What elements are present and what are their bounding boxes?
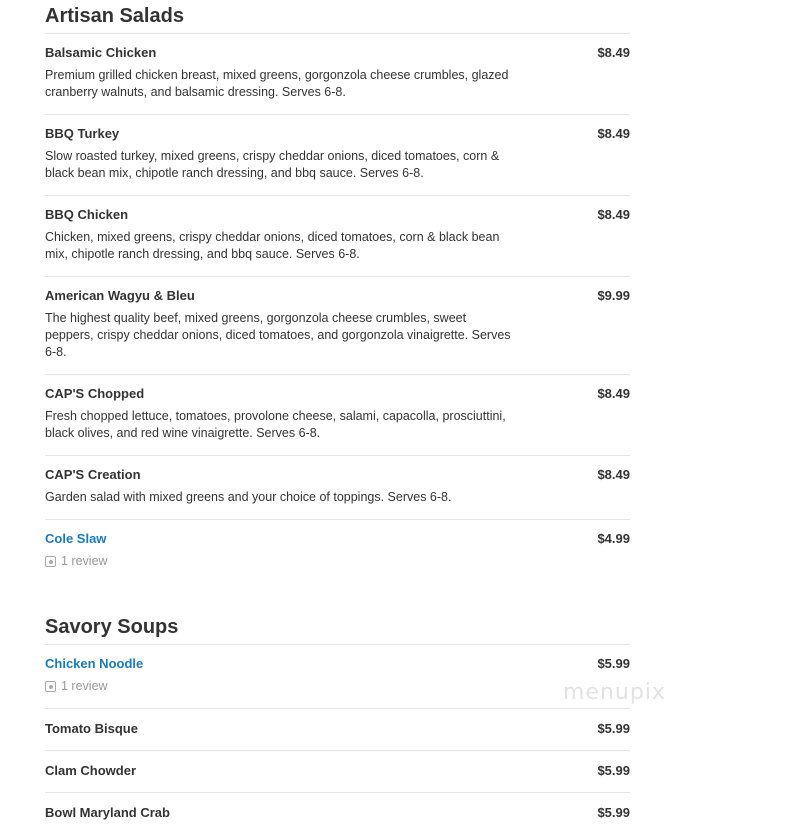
section-title-savory-soups: Savory Soups — [45, 616, 179, 638]
item-name: BBQ Turkey — [45, 126, 120, 141]
item-price: $9.99 — [597, 288, 630, 303]
item-name: BBQ Chicken — [45, 207, 129, 222]
item-name: CAP'S Creation — [45, 467, 141, 482]
menu-item-clam-chowder — [45, 750, 630, 792]
item-description: Chicken, mixed greens, crispy cheddar onions, diced tomatoes, corn & black bean mix, chipotle ranch dressing, and bbq sauce. Serves 6-8. — [45, 230, 500, 261]
item-price: $5.99 — [597, 656, 630, 671]
item-name: CAP'S Chopped — [45, 386, 145, 401]
menu-item-bbq-turkey — [45, 114, 630, 195]
item-price: $4.99 — [597, 531, 630, 546]
item-price: $8.49 — [597, 45, 630, 60]
review-icon — [45, 556, 56, 567]
item-description: Premium grilled chicken breast, mixed greens, gorgonzola cheese crumbles, glazed cranberry walnuts, and balsamic dressing. Serves 6-8. — [45, 68, 509, 99]
item-name: Balsamic Chicken — [45, 45, 157, 60]
item-price: $5.99 — [597, 763, 630, 778]
review-count: 1 review — [61, 554, 108, 568]
item-name-link[interactable]: Cole Slaw — [45, 531, 107, 546]
item-name: American Wagyu & Bleu — [45, 288, 195, 303]
menu-item-cole-slaw — [45, 519, 630, 583]
item-price: $5.99 — [597, 721, 630, 736]
review-link[interactable] — [45, 553, 630, 570]
menu-item-tomato-bisque — [45, 708, 630, 750]
section-title-artisan-salads: Artisan Salads — [45, 5, 184, 27]
item-description: The highest quality beef, mixed greens, gorgonzola cheese crumbles, sweet peppers, crispy cheddar onions, diced tomatoes, and gorgonzola vinaigrette. Serves 6-8. — [45, 311, 511, 359]
review-icon — [45, 681, 56, 692]
menu-item-balsamic-chicken — [45, 33, 630, 114]
item-description: Fresh chopped lettuce, tomatoes, provolone cheese, salami, capacolla, prosciuttini, black olives, and red wine vinaigrette. Serves 6-8. — [45, 409, 506, 440]
item-name-link[interactable]: Chicken Noodle — [45, 656, 144, 671]
item-description: Garden salad with mixed greens and your choice of toppings. Serves 6-8. — [45, 490, 452, 504]
item-price: $8.49 — [597, 386, 630, 401]
item-name: Clam Chowder — [45, 763, 137, 778]
item-name: Bowl Maryland Crab — [45, 805, 170, 820]
review-link[interactable] — [45, 678, 630, 695]
watermark: menupix — [563, 680, 666, 705]
menu-item-caps-creation — [45, 455, 630, 519]
item-description: Slow roasted turkey, mixed greens, crispy cheddar onions, diced tomatoes, corn & black bean mix, chipotle ranch dressing, and bbq sauce. Serves 6-8. — [45, 149, 500, 180]
item-price: $8.49 — [597, 126, 630, 141]
menu-item-bbq-chicken — [45, 195, 630, 276]
menu-item-chicken-noodle — [45, 644, 630, 708]
menu — [45, 0, 630, 834]
menu-item-american-wagyu-bleu — [45, 276, 630, 374]
item-price: $8.49 — [597, 467, 630, 482]
menu-item-bowl-maryland-crab — [45, 792, 630, 834]
menu-item-caps-chopped — [45, 374, 630, 455]
item-price: $8.49 — [597, 207, 630, 222]
item-name: Tomato Bisque — [45, 721, 138, 736]
item-price: $5.99 — [597, 805, 630, 820]
review-count: 1 review — [61, 679, 108, 693]
